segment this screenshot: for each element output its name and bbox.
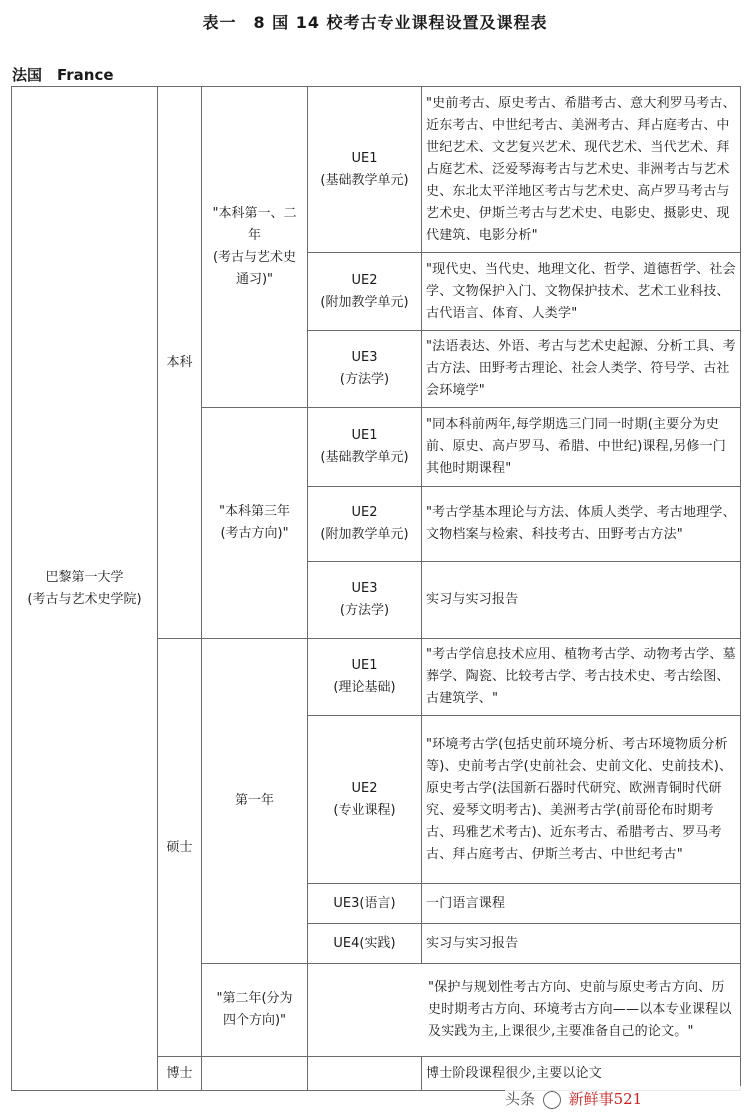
unit-cell: UE3(语言) <box>308 884 422 924</box>
period-master-year2: "第二年(分为 四个方向)" <box>202 964 308 1057</box>
unit-cell: UE3 (方法学) <box>308 562 422 639</box>
content-cell: "环境考古学(包括史前环境分析、考古环境物质分析等)、史前考古学(史前社会、史前文化、史前技术)、原史考古学(法国新石器时代研究、欧洲青铜时代研究、爱琴文明考古)、美洲考古学(前哥伦布时期考古、玛雅艺术考古)、近东考古、希腊考古、罗马考古、拜占庭考古、伊斯兰考古、中世纪考古" <box>422 716 741 884</box>
content-cell: 博士阶段课程很少,主要以论文 <box>422 1057 741 1091</box>
university-cell: 巴黎第一大学 (考古与艺术史学院) <box>12 87 158 1091</box>
unit-cell: UE4(实践) <box>308 924 422 964</box>
course-table <box>11 86 741 1091</box>
country-heading: 法国 France <box>12 66 114 84</box>
table-title: 表一 8 国 14 校考古专业课程设置及课程表 <box>202 13 548 32</box>
unit-cell: UE1 (基础教学单元) <box>308 408 422 487</box>
level-doctor: 博士 <box>158 1057 202 1091</box>
content-cell: 实习与实习报告 <box>422 924 741 964</box>
content-cell: "现代史、当代史、地理文化、哲学、道德哲学、社会学、文物保护入门、文物保护技术、艺术工业科技、古代语言、体育、人类学" <box>422 253 741 331</box>
level-master: 硕士 <box>158 639 202 1057</box>
period-bachelor-year3: "本科第三年 (考古方向)" <box>202 408 308 639</box>
content-cell: "同本科前两年,每学期选三门同一时期(主要分为史前、原史、高卢罗马、希腊、中世纪)课程,另修一门其他时期课程" <box>422 408 741 487</box>
unit-cell: UE1 (理论基础) <box>308 639 422 716</box>
period-master-year1: 第一年 <box>202 639 308 964</box>
table-row <box>12 87 741 253</box>
level-bachelor: 本科 <box>158 87 202 639</box>
content-cell: "考古学基本理论与方法、体质人类学、考古地理学、文物档案与检索、科技考古、田野考古方法" <box>422 487 741 562</box>
content-cell: 实习与实习报告 <box>422 562 741 639</box>
unit-cell: UE1 (基础教学单元) <box>308 87 422 253</box>
watermark-account: 新鲜事521 <box>568 1090 643 1108</box>
period-bachelor-year12: "本科第一、二 年 (考古与艺术史 通习)" <box>202 87 308 408</box>
empty-cell <box>202 1057 308 1091</box>
content-cell: "法语表达、外语、考古与艺术史起源、分析工具、考古方法、田野考古理论、社会人类学、符号学、古社会环境学" <box>422 331 741 408</box>
content-cell: "史前考古、原史考古、希腊考古、意大利罗马考古、近东考古、中世纪考古、美洲考古、拜占庭考古、中世纪艺术、文艺复兴艺术、现代艺术、当代艺术、拜占庭艺术、泛爱琴海考古与艺术史、非洲考古与艺术史、东北太平洋地区考古与艺术史、高卢罗马考古与艺术史、伊斯兰考古与艺术史、电影史、摄影史、现代建筑、电影分析" <box>422 87 741 253</box>
watermark-prefix: 头条 <box>505 1090 536 1108</box>
content-cell: 一门语言课程 <box>422 884 741 924</box>
content-cell: "考古学信息技术应用、植物考古学、动物考古学、墓葬学、陶瓷、比较考古学、考古技术史、考古绘图、古建筑学、" <box>422 639 741 716</box>
empty-cell <box>308 1057 422 1091</box>
unit-cell: UE3 (方法学) <box>308 331 422 408</box>
at-icon <box>543 1091 561 1109</box>
unit-cell: UE2 (附加教学单元) <box>308 253 422 331</box>
content-cell: "保护与规划性考古方向、史前与原史考古方向、历史时期考古方向、环境考古方向——以本专业课程以及实践为主,上课很少,主要准备自己的论文。" <box>308 964 741 1057</box>
unit-cell: UE2 (附加教学单元) <box>308 487 422 562</box>
unit-cell: UE2 (专业课程) <box>308 716 422 884</box>
watermark <box>505 1086 750 1112</box>
